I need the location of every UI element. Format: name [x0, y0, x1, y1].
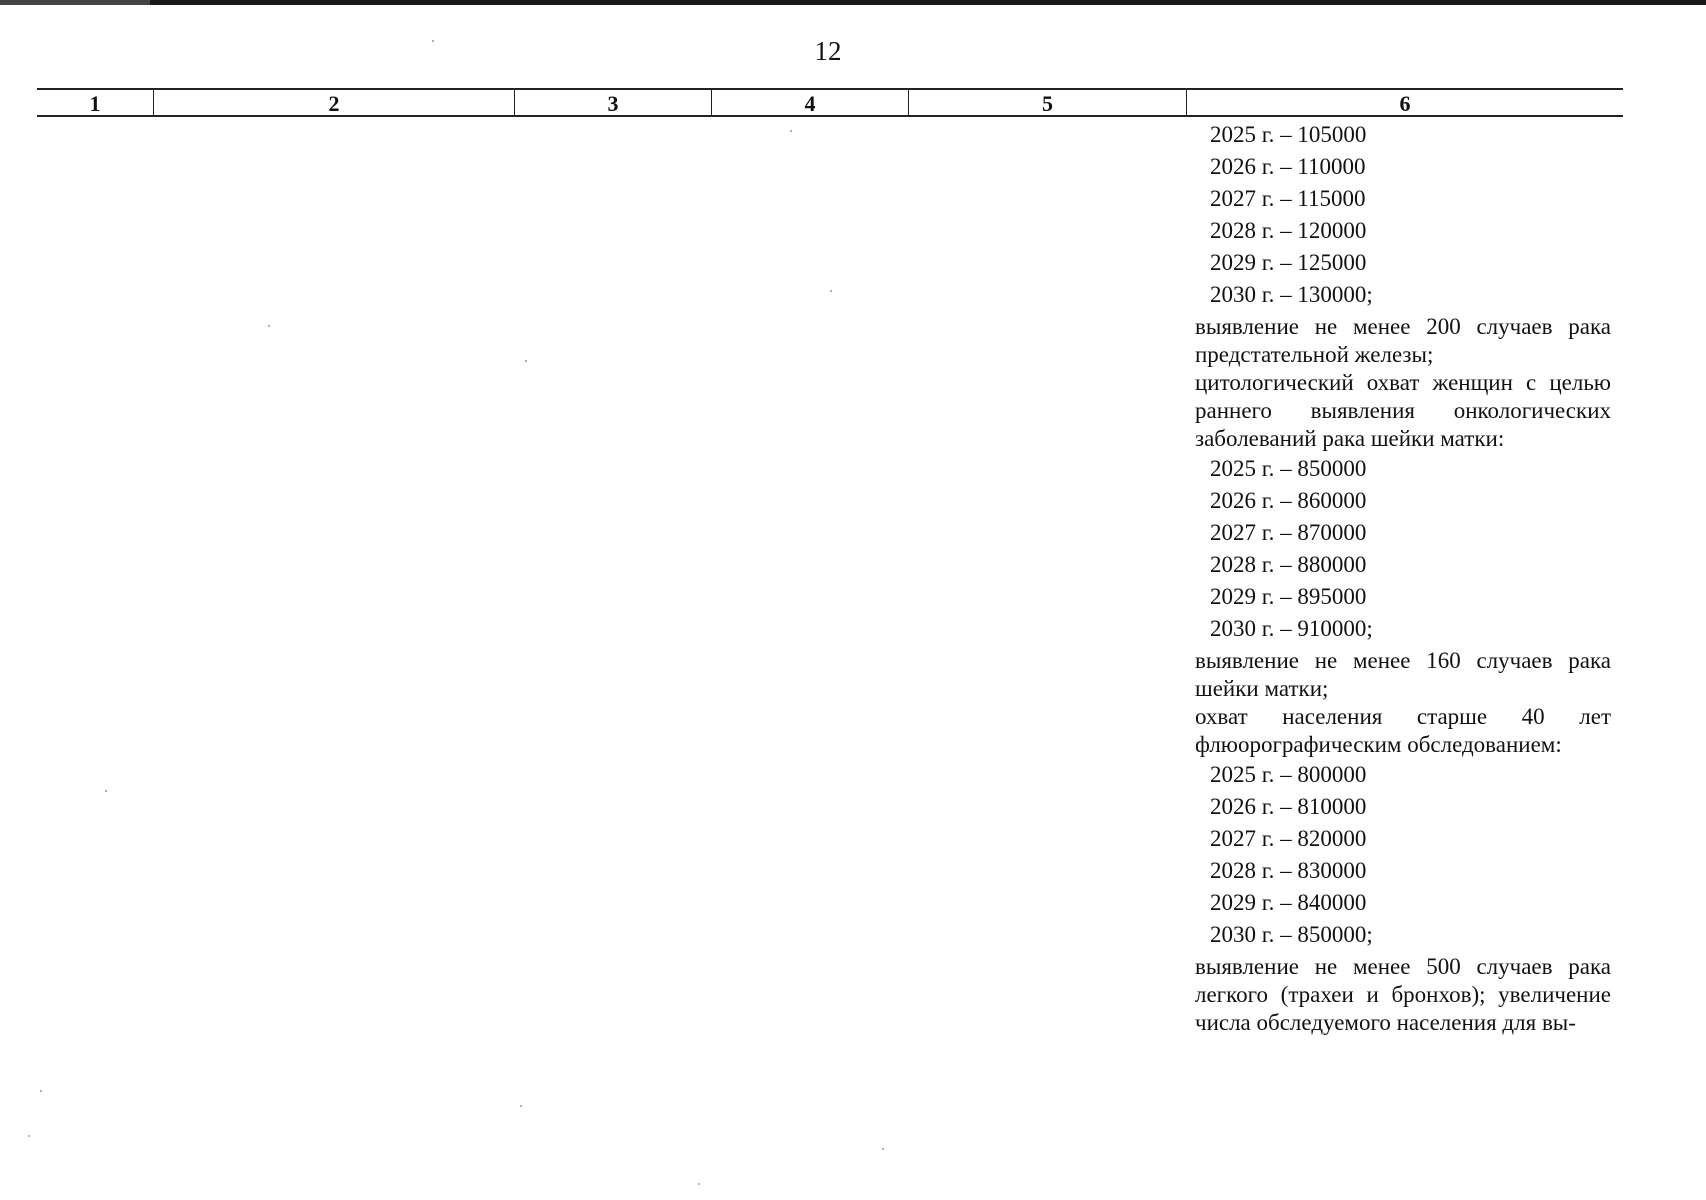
- cervical-cancer-text: выявление не менее 160 случаев рака шейки матки;: [1195, 648, 1611, 701]
- year-value-row: 2030 г. – 850000;: [1210, 922, 1373, 947]
- column-header-6: 6: [1186, 90, 1623, 115]
- page-number: 12: [814, 36, 842, 66]
- year-value-row: 2028 г. – 120000: [1210, 218, 1367, 243]
- scan-top-edge: [0, 0, 1706, 5]
- year-value-row: 2025 г. – 800000: [1210, 762, 1367, 787]
- year-list-fluorography: [1195, 759, 1611, 951]
- column-header-5: 5: [908, 90, 1186, 115]
- table-column-header: [37, 88, 1623, 117]
- year-value-row: 2026 г. – 810000: [1210, 794, 1367, 819]
- year-value-row: 2028 г. – 830000: [1210, 858, 1367, 883]
- year-value-row: 2027 г. – 820000: [1210, 826, 1367, 851]
- column-header-2: 2: [153, 90, 514, 115]
- fluorography-coverage-text: охват населения старше 40 лет флюорографическим обследованием:: [1195, 704, 1611, 757]
- cervical-cytology-text: цитологический охват женщин с целью раннего выявления онкологических заболеваний рака шейки матки:: [1195, 370, 1611, 451]
- year-value-row: 2029 г. – 125000: [1210, 250, 1367, 275]
- column-6-content: [1195, 119, 1611, 1037]
- year-value-row: 2029 г. – 840000: [1210, 890, 1367, 915]
- column-header-3: 3: [514, 90, 711, 115]
- year-value-row: 2030 г. – 130000;: [1210, 282, 1373, 307]
- prostate-cancer-text: выявление не менее 200 случаев рака предстательной железы;: [1195, 314, 1611, 367]
- column-header-4: 4: [711, 90, 908, 115]
- year-value-row: 2025 г. – 850000: [1210, 456, 1367, 481]
- year-value-row: 2030 г. – 910000;: [1210, 616, 1373, 641]
- year-value-row: 2029 г. – 895000: [1210, 584, 1367, 609]
- year-value-row: 2026 г. – 860000: [1210, 488, 1367, 513]
- year-value-row: 2026 г. – 110000: [1210, 154, 1366, 179]
- year-value-row: 2027 г. – 870000: [1210, 520, 1367, 545]
- year-value-row: 2027 г. – 115000: [1210, 186, 1366, 211]
- year-value-row: 2028 г. – 880000: [1210, 552, 1367, 577]
- column-header-1: 1: [89, 91, 101, 116]
- year-list-screening: [1195, 119, 1611, 311]
- year-list-cytology: [1195, 453, 1611, 645]
- lung-cancer-text: выявление не менее 500 случаев рака легкого (трахеи и бронхов); увеличение числа обследуемого населения для вы-: [1195, 954, 1611, 1035]
- year-value-row: 2025 г. – 105000: [1210, 122, 1367, 147]
